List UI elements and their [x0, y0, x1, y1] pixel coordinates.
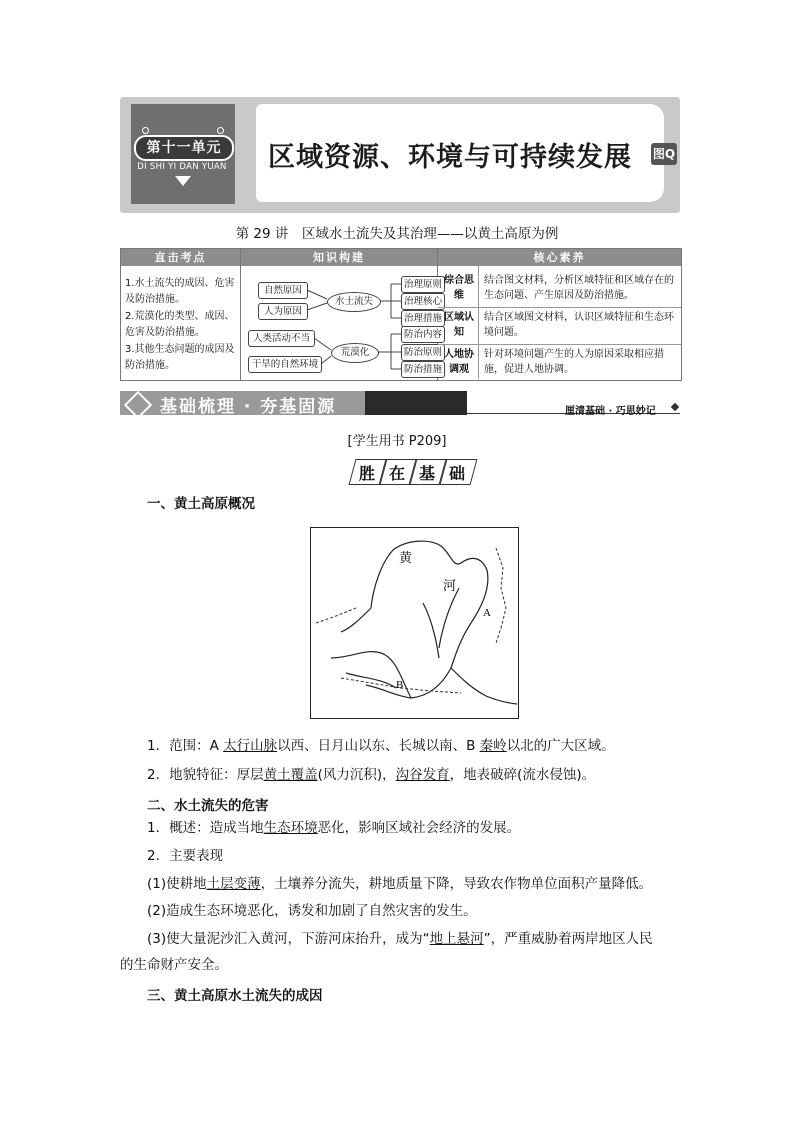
paragraph-landform	[147, 762, 595, 788]
header-knowledge: 知识构建	[241, 249, 437, 266]
text: 以西、日月山以东、长城以南、B	[277, 738, 480, 754]
paragraph-overview	[147, 815, 520, 841]
diagram-node: 人为原因	[258, 303, 308, 320]
tag-char: 础	[448, 464, 465, 483]
literacy-desc: 结合图文材料，分析区域特征和区域存在的生态问题、产生原因及防治措施。	[484, 275, 674, 301]
overview-table	[120, 248, 682, 381]
diamond-icon	[671, 403, 679, 411]
text: ”，严重威胁着两岸地区人民	[483, 931, 653, 947]
literacy-name: 区域认知	[444, 312, 474, 338]
underlined-answer: 黄土覆盖	[263, 767, 318, 783]
student-book-ref: [学生用书 P209]	[347, 434, 447, 449]
diagram-center-node: 荒漠化	[331, 343, 379, 363]
diagram-node: 防治措施	[401, 361, 445, 378]
underlined-answer: 生态环境	[263, 820, 318, 836]
literacy-row	[440, 273, 680, 307]
underlined-answer: 沟谷发育	[395, 767, 450, 783]
map-label-river2: 河	[443, 578, 457, 593]
tag-char: 在	[388, 464, 405, 483]
exam-point: 3.其他生态问题的成因及防治措施。	[125, 344, 235, 371]
diagram-node: 干旱的自然环境	[248, 356, 322, 373]
underlined-answer: 土层变薄	[206, 876, 261, 892]
literacy-row	[440, 310, 680, 344]
map-drawing	[311, 528, 518, 718]
diagram-center-node: 水土流失	[327, 292, 381, 312]
heading-hazards: 二、水土流失的危害	[147, 798, 269, 814]
triangle-icon	[175, 176, 191, 186]
exam-point: 1.水土流失的成因、危害及防治措施。	[125, 278, 235, 305]
header-literacy: 核心素养	[438, 249, 681, 266]
loess-plateau-map	[310, 527, 519, 719]
header-points: 直击考点	[121, 249, 240, 266]
text: ，土壤养分流失，耕地质量下降，导致农作物单位面积产量降低。	[260, 876, 653, 892]
diagram-node: 防治内容	[401, 326, 445, 343]
divider	[438, 307, 681, 308]
section-bar	[120, 391, 680, 415]
paragraph-item1	[147, 871, 652, 897]
tag-char: 胜	[358, 464, 375, 483]
dot-icon	[217, 127, 224, 134]
diagram-node: 人类活动不当	[248, 330, 315, 347]
map-label-a: A	[483, 607, 491, 619]
section-title: 基础梳理 · 夯基固源	[160, 397, 337, 417]
divider	[478, 266, 479, 379]
map-label-b: B	[396, 679, 404, 691]
underlined-answer: 太行山脉	[223, 738, 278, 754]
book-search-icon: 图Q	[651, 143, 677, 165]
text: (风力沉积)，	[317, 767, 396, 783]
diagram-node: 防治原则	[401, 344, 445, 361]
heading-overview: 一、黄土高原概况	[147, 496, 255, 512]
map-label-river: 黄	[399, 550, 413, 565]
unit-label: 第十一单元	[134, 135, 234, 161]
literacy-row	[440, 347, 680, 379]
exam-point: 2.荒漠化的类型、成因、危害及防治措施。	[125, 311, 235, 338]
tag-char: 基	[418, 464, 435, 483]
diagram-node: 治理原则	[401, 276, 445, 293]
underlined-answer: 地上悬河	[429, 931, 484, 947]
text: 1．范围：A	[147, 738, 224, 754]
unit-pinyin: DI SHI YI DAN YUAN	[137, 162, 227, 172]
diagram-node: 治理措施	[401, 310, 445, 327]
diagram-node: 治理核心	[401, 293, 445, 310]
literacy-desc: 针对环境问题产生的人为原因采取相应措施，促进人地协调。	[484, 349, 664, 375]
text: (1)使耕地	[147, 876, 207, 892]
text: 以北的广大区域。	[506, 738, 615, 754]
text: 2．地貌特征：厚层	[147, 767, 264, 783]
text: 1．概述：造成当地	[147, 820, 264, 836]
heading-causes: 三、黄土高原水土流失的成因	[147, 988, 323, 1004]
paragraph-range	[147, 733, 615, 759]
literacy-name: 综合思维	[444, 275, 474, 301]
underlined-answer: 秦岭	[479, 738, 507, 754]
literacy-name: 人地协调观	[444, 349, 474, 375]
paragraph-main: 2．主要表现	[147, 848, 224, 864]
diagram-node: 自然原因	[258, 282, 308, 299]
text: (3)使大量泥沙汇入黄河，下游河床抬升，成为“	[147, 931, 430, 947]
paragraph-item2: (2)造成生态环境恶化，诱发和加剧了自然灾害的发生。	[147, 903, 477, 919]
literacy-desc: 结合区域图文材料，认识区域特征和生态环境问题。	[484, 312, 674, 338]
text: 恶化，影响区域社会经济的发展。	[317, 820, 521, 836]
paragraph-item3-cont: 的生命财产安全。	[120, 957, 228, 973]
page-title: 区域资源、环境与可持续发展	[268, 142, 632, 173]
dot-icon	[142, 127, 149, 134]
text: ，地表破碎(流水侵蚀)。	[449, 767, 596, 783]
section-bar-black	[365, 391, 467, 415]
paragraph-item3	[147, 926, 653, 952]
lecture-title: 第 29 讲 区域水土流失及其治理——以黄土高原为例	[235, 226, 559, 242]
divider	[438, 344, 681, 345]
section-subtitle: 厘清基础 · 巧思妙记	[565, 406, 656, 417]
